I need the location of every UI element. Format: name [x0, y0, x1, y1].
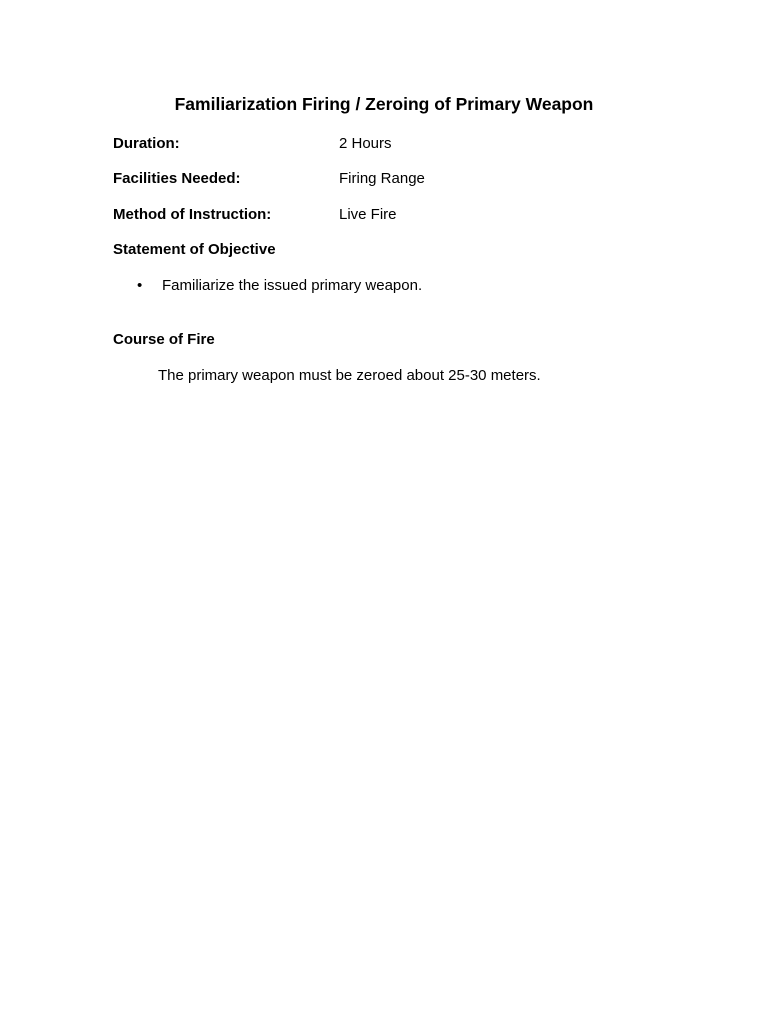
document-title: Familiarization Firing / Zeroing of Primary Weapon: [174, 94, 594, 114]
course-heading: Course of Fire: [113, 331, 215, 348]
bullet-icon: •: [137, 277, 143, 294]
field-label: Method of Instruction:: [113, 206, 272, 223]
field-value: Live Fire: [339, 206, 397, 223]
field-value: Firing Range: [339, 170, 425, 187]
objective-heading: Statement of Objective: [113, 241, 276, 258]
course-text: The primary weapon must be zeroed about 25-30 meters.: [158, 367, 541, 384]
field-label: Duration:: [113, 135, 180, 152]
objective-text: Familiarize the issued primary weapon.: [162, 277, 423, 294]
field-value: 2 Hours: [339, 135, 392, 152]
field-label: Facilities Needed:: [113, 170, 241, 187]
